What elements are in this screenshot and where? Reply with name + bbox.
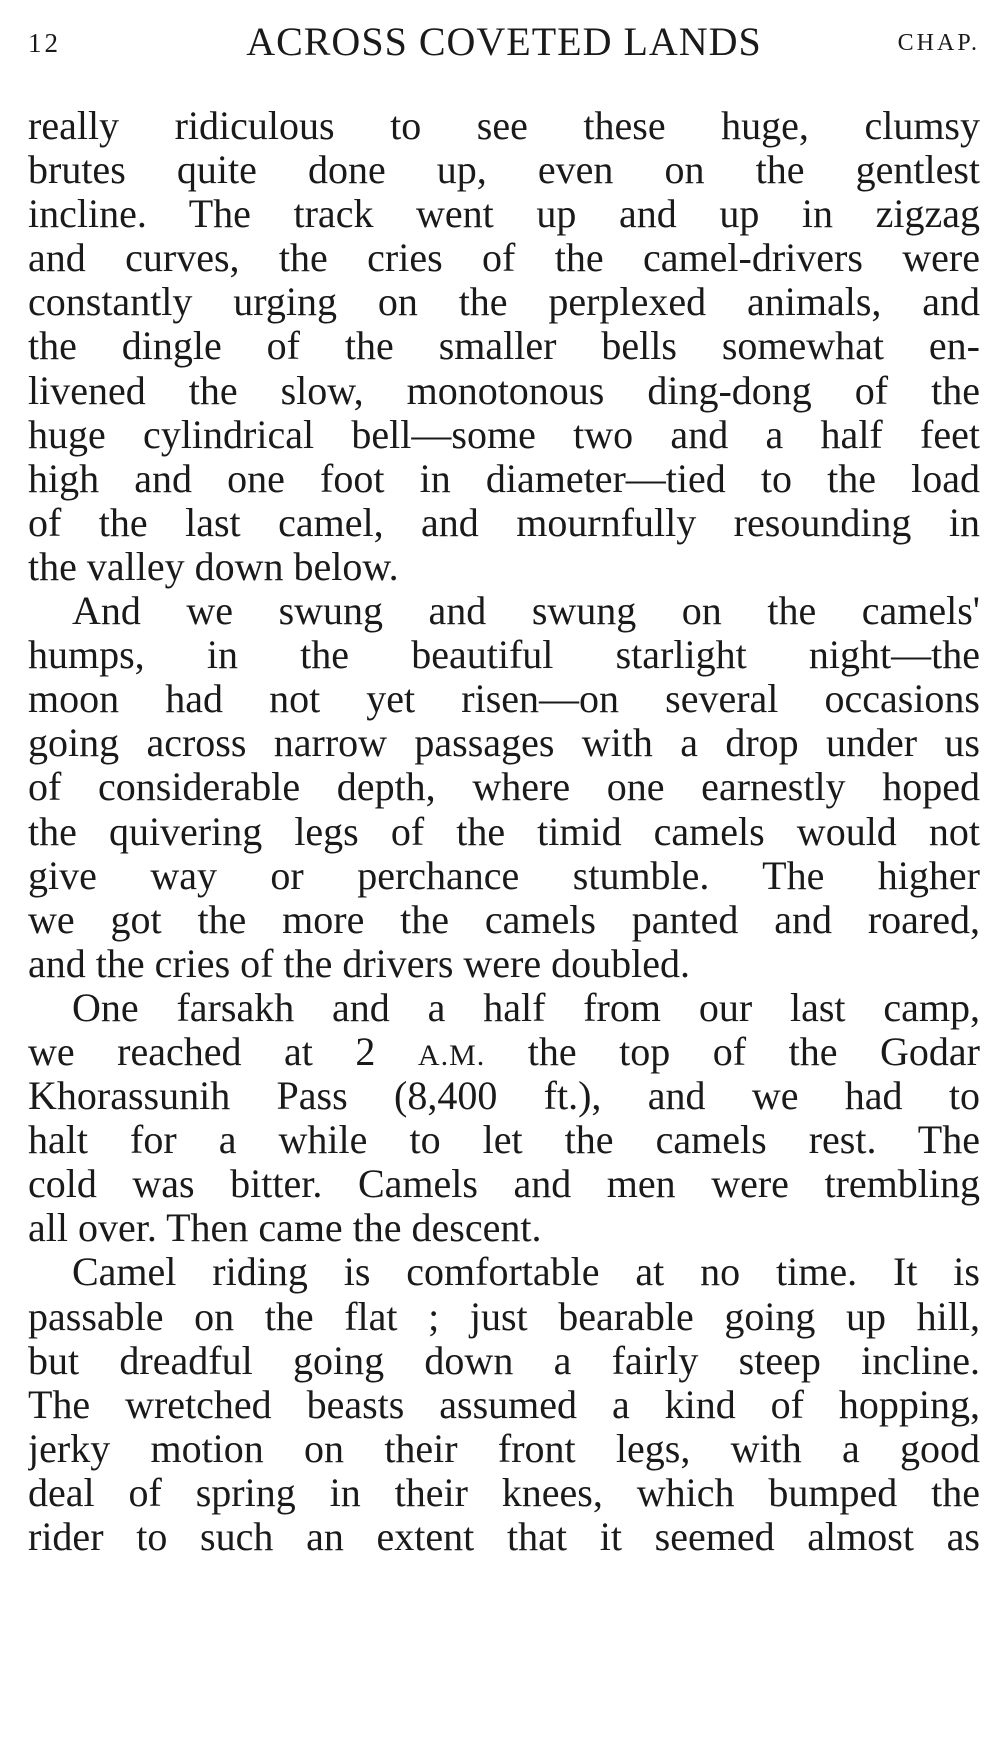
text-segment: the top of the Godar	[485, 1029, 980, 1074]
running-title: ACROSS COVETED LANDS	[246, 19, 762, 64]
text-line: passable on the flat ; just bearable going up hill,	[28, 1294, 980, 1339]
text-line: but dreadful going down a fairly steep incline.	[28, 1338, 980, 1383]
text-line: rider to such an extent that it seemed almost as	[28, 1515, 980, 1559]
text-segment: we reached at 2	[28, 1029, 418, 1074]
text-line: One farsakh and a half from our last camp,	[72, 985, 980, 1030]
text-line: huge cylindrical bell—some two and a half feet	[28, 412, 980, 457]
text-line: give way or perchance stumble. The higher	[28, 853, 980, 898]
text-line: the quivering legs of the timid camels would not	[28, 809, 980, 854]
page-number: 12	[28, 28, 61, 58]
text-line	[28, 1030, 980, 1074]
text-line: going across narrow passages with a drop under us	[28, 721, 980, 766]
text-line: the valley down below.	[28, 544, 399, 589]
text-line: the dingle of the smaller bells somewhat en-	[28, 324, 980, 369]
page-header	[28, 18, 980, 68]
text-line: livened the slow, monotonous ding-dong of the	[28, 368, 980, 413]
text-line: high and one foot in diameter—tied to the load	[28, 456, 980, 501]
text-line: we got the more the camels panted and roared,	[28, 897, 980, 942]
text-line: constantly urging on the perplexed animals, and	[28, 280, 980, 325]
text-line: cold was bitter. Camels and men were trembling	[28, 1162, 980, 1207]
text-line: And we swung and swung on the camels'	[72, 589, 980, 634]
text-line: deal of spring in their knees, which bumped the	[28, 1470, 980, 1515]
text-line: all over. Then came the descent.	[28, 1206, 542, 1251]
text-line: humps, in the beautiful starlight night—the	[28, 633, 980, 678]
text-line: The wretched beasts assumed a kind of hopping,	[28, 1382, 980, 1427]
text-line: and the cries of the drivers were doubled.	[28, 941, 690, 986]
text-line: jerky motion on their front legs, with a good	[28, 1426, 980, 1471]
text-line: Camel riding is comfortable at no time. It is	[72, 1250, 980, 1295]
text-line: really ridiculous to see these huge, clumsy	[28, 104, 980, 148]
text-line: halt for a while to let the camels rest. The	[28, 1118, 980, 1163]
body-text	[28, 104, 980, 1559]
text-line: brutes quite done up, even on the gentlest	[28, 148, 980, 193]
text-line: of considerable depth, where one earnestly hoped	[28, 765, 980, 810]
text-line: of the last camel, and mournfully resounding in	[28, 500, 980, 545]
text-line: and curves, the cries of the camel-drivers were	[28, 236, 980, 281]
chapter-label: CHAP.	[897, 30, 980, 56]
text-line: incline. The track went up and up in zigzag	[28, 192, 980, 237]
text-line: moon had not yet risen—on several occasions	[28, 677, 980, 722]
time-abbreviation: A.M.	[417, 1038, 486, 1072]
text-line: Khorassunih Pass (8,400 ft.), and we had to	[28, 1074, 980, 1119]
